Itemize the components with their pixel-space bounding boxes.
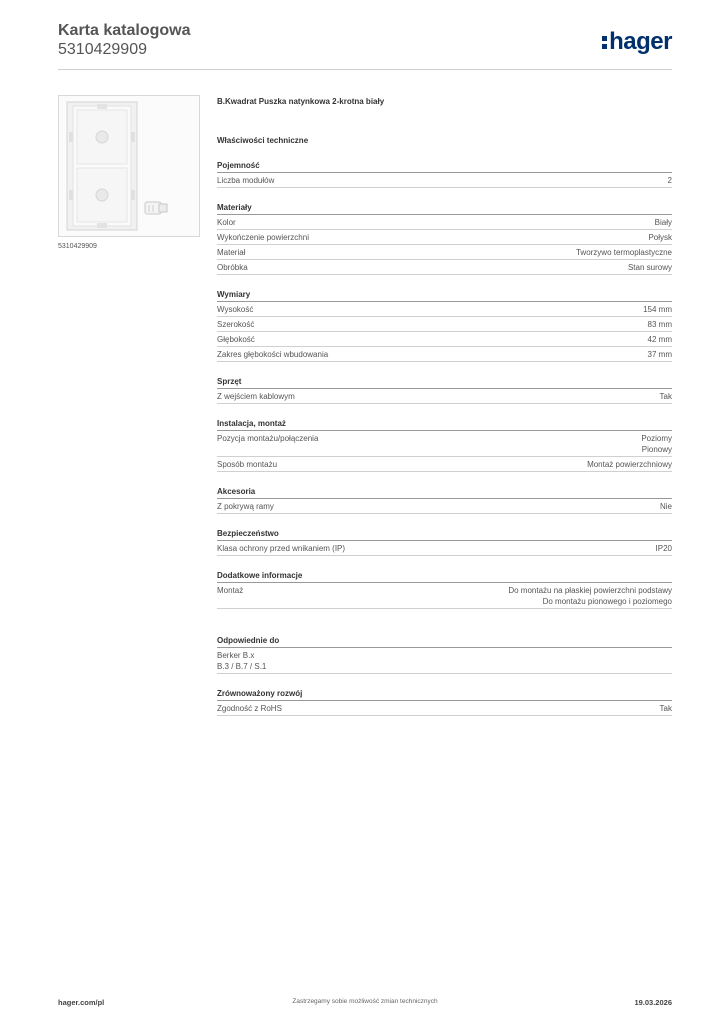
row-value-line: Do montażu na płaskiej powierzchni podstawy: [508, 586, 672, 595]
row-label: Z wejściem kablowym: [217, 392, 295, 401]
property-group: [217, 570, 672, 609]
surface-box-image-icon: [59, 96, 199, 236]
footer-date: 19.03.2026: [634, 998, 672, 1007]
sustainability-row: [217, 701, 672, 716]
row-label: Liczba modułów: [217, 176, 275, 185]
row-value: Stan surowy: [627, 263, 672, 272]
row-value: IP20: [655, 544, 672, 553]
row-value: 83 mm: [647, 320, 672, 329]
suitable-for-heading: Odpowiednie do: [217, 635, 672, 648]
row-label: Wysokość: [217, 305, 254, 314]
document-number: 5310429909: [58, 41, 147, 58]
property-row: [217, 317, 672, 332]
property-row: [217, 260, 672, 275]
group-heading: Pojemność: [217, 160, 672, 173]
row-label: Materiał: [217, 248, 246, 257]
group-heading: Wymiary: [217, 289, 672, 302]
page-header: [58, 20, 672, 70]
property-row: [217, 230, 672, 245]
row-label: Z pokrywą ramy: [217, 502, 274, 511]
row-label: Szerokość: [217, 320, 255, 329]
suitable-line: B.3 / B.7 / S.1: [217, 662, 267, 671]
document-title: Karta katalogowa: [58, 22, 191, 39]
row-label: Głębokość: [217, 335, 255, 344]
property-row: [217, 245, 672, 260]
footer-disclaimer: Zastrzegamy sobie możliwość zmian technicznych: [292, 998, 438, 1005]
row-value: Tak: [659, 392, 672, 401]
property-groups: [217, 160, 672, 609]
technical-properties-heading: Właściwości techniczne: [217, 136, 309, 145]
property-row: [217, 583, 672, 609]
row-value: Połysk: [648, 233, 672, 242]
row-label: Obróbka: [217, 263, 248, 272]
row-value: [641, 433, 672, 455]
row-value: 37 mm: [647, 350, 672, 359]
property-row: [217, 302, 672, 317]
sustainability-heading: Zrównoważony rozwój: [217, 688, 672, 701]
product-name: B.Kwadrat Puszka natynkowa 2-krotna biały: [217, 97, 385, 106]
group-heading: Sprzęt: [217, 376, 672, 389]
property-group: [217, 160, 672, 188]
property-group: [217, 486, 672, 514]
group-heading: Akcesoria: [217, 486, 672, 499]
row-value: Biały: [654, 218, 672, 227]
sustainability-group: [217, 688, 672, 716]
property-row: [217, 457, 672, 472]
product-details: [217, 95, 672, 716]
row-value: [508, 585, 672, 607]
row-value: 42 mm: [647, 335, 672, 344]
row-label: Wykończenie powierzchni: [217, 233, 309, 242]
row-label: Pozycja montażu/połączenia: [217, 434, 319, 443]
row-value-line: Do montażu pionowego i poziomego: [542, 597, 672, 606]
row-value: Montaż powierzchniowy: [587, 460, 672, 469]
property-row: [217, 389, 672, 404]
suitable-for-row: [217, 648, 672, 674]
property-group: [217, 289, 672, 362]
footer-website: hager.com/pl: [58, 998, 105, 1007]
property-group: [217, 202, 672, 275]
product-image: [58, 95, 200, 237]
row-value-line: Poziomy: [641, 434, 672, 443]
row-value: 2: [667, 176, 672, 185]
group-heading: Materiały: [217, 202, 672, 215]
row-value: Nie: [659, 502, 672, 511]
row-value: Tworzywo termoplastyczne: [575, 248, 672, 257]
row-label: Zakres głębokości wbudowania: [217, 350, 329, 359]
row-label: Sposób montażu: [217, 460, 278, 469]
property-row: [217, 431, 672, 457]
group-heading: Dodatkowe informacje: [217, 570, 672, 583]
row-label: Klasa ochrony przed wnikaniem (IP): [217, 544, 346, 553]
property-row: [217, 215, 672, 230]
row-label: Kolor: [217, 218, 236, 227]
hager-logo: [602, 28, 672, 56]
property-row: [217, 541, 672, 556]
group-heading: Bezpieczeństwo: [217, 528, 672, 541]
logo-text: hager: [609, 28, 672, 55]
row-value: 154 mm: [643, 305, 672, 314]
logo-dots-icon: [602, 30, 608, 50]
image-caption: 5310429909: [58, 243, 97, 250]
property-row: [217, 173, 672, 188]
suitable-for-list: [217, 650, 266, 672]
property-row: [217, 347, 672, 362]
property-row: [217, 499, 672, 514]
row-value: Tak: [659, 704, 672, 713]
row-label: Montaż: [217, 586, 244, 595]
row-value-line: Pionowy: [641, 445, 672, 454]
property-group: [217, 418, 672, 472]
property-row: [217, 332, 672, 347]
property-group: [217, 376, 672, 404]
row-label: Zgodność z RoHS: [217, 704, 282, 713]
suitable-line: Berker B.x: [217, 651, 255, 660]
suitable-for-group: [217, 635, 672, 674]
group-heading: Instalacja, montaż: [217, 418, 672, 431]
property-group: [217, 528, 672, 556]
